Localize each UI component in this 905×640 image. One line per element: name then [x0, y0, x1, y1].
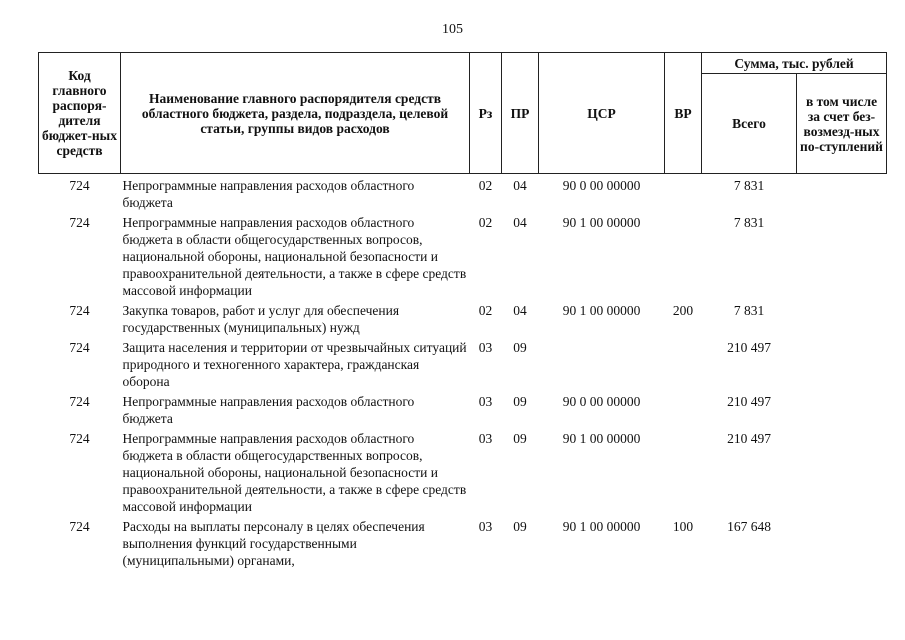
cell-rz: 03 [478, 340, 493, 355]
cell-pr: 09 [513, 431, 527, 446]
cell-code: 724 [69, 303, 90, 318]
cell-rz: 02 [478, 178, 493, 193]
cell-name: Защита населения и территории от чрезвычайных ситуаций природного и техногенного характера, гражданская оборона [122, 340, 467, 389]
header-code: Код главного распоря-дителя бюджет-ных средств [39, 53, 121, 174]
header-sum-group: Сумма, тыс. рублей [702, 53, 887, 74]
cell-gratuitous [797, 214, 887, 302]
cell-total: 210 497 [727, 394, 771, 409]
cell-total: 210 497 [727, 340, 771, 355]
cell-pr: 04 [513, 215, 527, 230]
cell-code: 724 [69, 394, 90, 409]
cell-rz: 03 [478, 394, 493, 409]
cell-pr: 09 [513, 340, 527, 355]
header-csr: ЦСР [539, 53, 665, 174]
cell-gratuitous [797, 518, 887, 572]
page-number: 105 [442, 22, 463, 37]
cell-total: 210 497 [727, 431, 771, 446]
table-row [39, 214, 887, 302]
cell-gratuitous [797, 302, 887, 339]
cell-total: 7 831 [733, 178, 765, 193]
cell-rz: 03 [478, 431, 493, 446]
table-row [39, 518, 887, 572]
cell-csr: 90 0 00 00000 [562, 394, 641, 409]
cell-name: Непрограммные направления расходов областного бюджета [122, 394, 415, 426]
cell-vr: 200 [672, 303, 694, 318]
cell-vr: 100 [672, 519, 694, 534]
cell-gratuitous [797, 393, 887, 430]
cell-code: 724 [69, 178, 90, 193]
cell-name: Непрограммные направления расходов областного бюджета [122, 178, 415, 210]
cell-vr [665, 214, 702, 302]
cell-csr: 90 1 00 00000 [562, 215, 641, 230]
table-body [39, 174, 887, 573]
cell-total: 7 831 [733, 215, 765, 230]
cell-name: Закупка товаров, работ и услуг для обеспечения государственных (муниципальных) нужд [122, 303, 400, 335]
header-vr: ВР [665, 53, 702, 174]
table-header [39, 53, 887, 174]
cell-name: Непрограммные направления расходов областного бюджета в области общегосударственных вопросов, национальной обороны, национальной безопасности и правоохранительной деятельности, а также в сфере средств массовой информации [122, 215, 467, 298]
cell-code: 724 [69, 431, 90, 446]
cell-code: 724 [69, 215, 90, 230]
table-row [39, 430, 887, 518]
header-gratuitous: в том числе за счет без-возмезд-ных по-ступлений [797, 74, 887, 174]
cell-code: 724 [69, 340, 90, 355]
cell-vr [665, 339, 702, 393]
cell-rz: 02 [478, 303, 493, 318]
table-row [39, 302, 887, 339]
cell-csr: 90 1 00 00000 [562, 519, 641, 534]
cell-rz: 02 [478, 215, 493, 230]
header-pr: ПР [502, 53, 539, 174]
cell-pr: 09 [513, 519, 527, 534]
cell-code: 724 [69, 519, 90, 534]
header-rz: Рз [470, 53, 502, 174]
cell-rz: 03 [478, 519, 493, 534]
cell-csr: 90 1 00 00000 [562, 431, 641, 446]
cell-total: 167 648 [727, 519, 771, 534]
cell-total: 7 831 [733, 303, 765, 318]
cell-pr: 04 [513, 178, 527, 193]
cell-pr: 09 [513, 394, 527, 409]
budget-table [38, 52, 887, 572]
cell-name: Расходы на выплаты персоналу в целях обеспечения выполнения функций государственными (муниципальными) органами, [122, 519, 425, 568]
cell-name: Непрограммные направления расходов областного бюджета в области общегосударственных вопросов, национальной обороны, национальной безопасности и правоохранительной деятельности, а также в сфере средств массовой информации [122, 431, 467, 514]
header-name: Наименование главного распорядителя средств областного бюджета, раздела, подраздела, целевой статьи, группы видов расходов [121, 53, 470, 174]
cell-pr: 04 [513, 303, 527, 318]
cell-vr [665, 177, 702, 214]
cell-gratuitous [797, 339, 887, 393]
table-row [39, 339, 887, 393]
cell-vr [665, 430, 702, 518]
cell-csr: 90 1 00 00000 [562, 303, 641, 318]
cell-gratuitous [797, 177, 887, 214]
header-total: Всего [702, 74, 797, 174]
cell-csr: 90 0 00 00000 [562, 178, 641, 193]
cell-csr [539, 339, 665, 393]
cell-vr [665, 393, 702, 430]
table-row [39, 177, 887, 214]
cell-gratuitous [797, 430, 887, 518]
table-row [39, 393, 887, 430]
